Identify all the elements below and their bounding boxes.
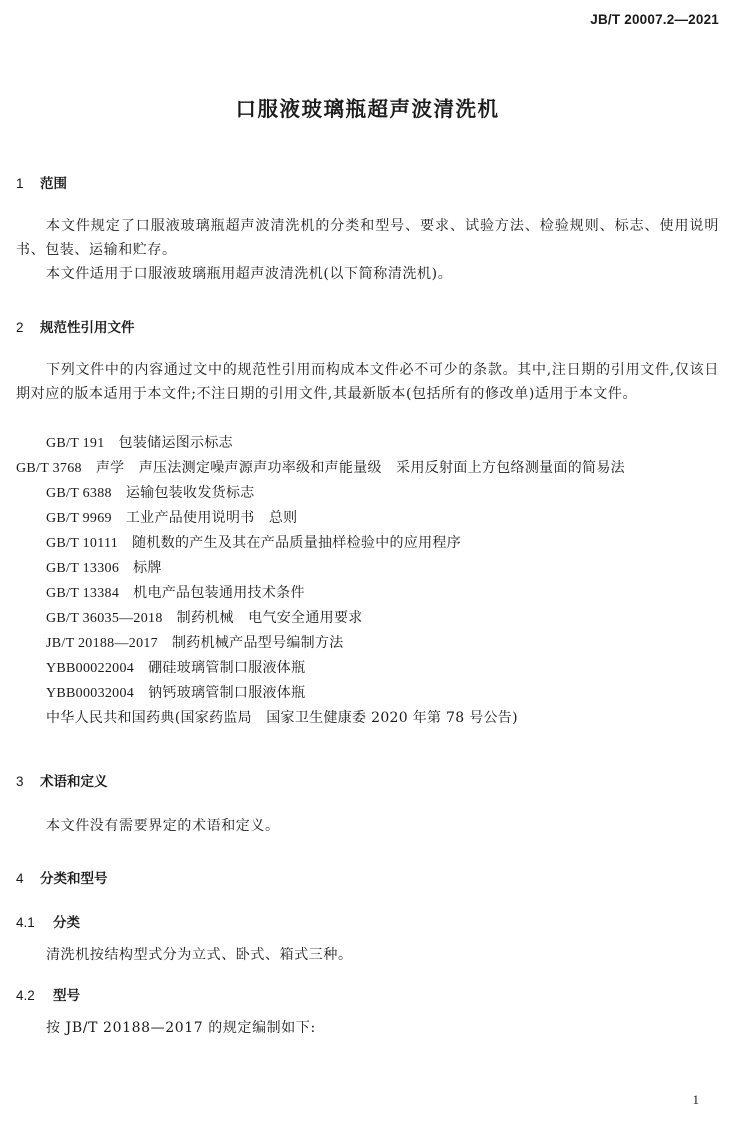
section-3-heading [16,770,108,790]
section-4-2-paragraph-1: 按 JB/T 20188—2017 的规定编制如下: [46,1020,316,1036]
reference-item [46,631,719,656]
reference-code: GB/T 10111 [46,536,119,551]
reference-item [16,456,719,481]
reference-item [46,481,719,506]
section-title: 规范性引用文件 [40,320,135,336]
section-4-heading [16,867,108,887]
document-title: 口服液玻璃瓶超声波清洗机 [235,97,500,121]
reference-title: 中华人民共和国药典(国家药监局 国家卫生健康委 2020 年第 78 号公告) [46,710,518,726]
section-title: 术语和定义 [40,774,108,790]
reference-item [46,606,719,631]
reference-item [46,581,719,606]
section-4-1-paragraph-1: 清洗机按结构型式分为立式、卧式、箱式三种。 [46,947,353,963]
section-title: 型号 [53,988,80,1004]
reference-title: 运输包装收发货标志 [125,485,255,501]
section-number: 3 [16,774,24,789]
reference-title: 机电产品包装通用技术条件 [133,585,305,601]
reference-code: YBB00022004 [46,661,135,676]
reference-code: GB/T 36035—2018 [46,611,163,626]
section-number: 2 [16,320,24,335]
reference-title: 标牌 [133,560,162,576]
reference-item [46,706,719,730]
reference-code: GB/T 9969 [46,511,112,526]
reference-item [46,556,719,581]
section-2-paragraph-1: 下列文件中的内容通过文中的规范性引用而构成本文件必不可少的条款。其中,注日期的引用文件,仅该日期对应的版本适用于本文件;不注日期的引用文件,其最新版本(包括所有的修改单)适用于本文件。 [16,362,719,402]
reference-item [46,506,719,531]
reference-title: 硼硅玻璃管制口服液体瓶 [148,660,306,676]
section-4-2-heading [16,984,80,1004]
section-2-heading [16,316,135,336]
reference-code: GB/T 13384 [46,586,120,601]
section-number: 4 [16,871,24,886]
reference-item [46,431,719,456]
reference-title: 制药机械 电气安全通用要求 [176,610,363,626]
reference-item [46,531,719,556]
reference-item [46,656,719,681]
section-number: 4.1 [16,915,35,930]
standard-code: JB/T 20007.2—2021 [590,12,719,27]
reference-title: 包装储运图示标志 [118,435,233,451]
section-number: 1 [16,176,24,191]
section-3-paragraph-1: 本文件没有需要界定的术语和定义。 [46,818,280,834]
reference-code: GB/T 6388 [46,486,112,501]
section-1-paragraph-2: 本文件适用于口服液玻璃瓶用超声波清洗机(以下简称清洗机)。 [46,266,453,282]
section-4-1-heading [16,911,80,931]
page-number: 1 [692,1092,699,1107]
reference-code: YBB00032004 [46,686,135,701]
section-title: 分类和型号 [40,871,108,887]
reference-title: 钠钙玻璃管制口服液体瓶 [148,685,306,701]
section-1-heading [16,172,67,192]
reference-title: 工业产品使用说明书 总则 [125,510,298,526]
section-title: 分类 [53,915,80,931]
section-number: 4.2 [16,988,35,1003]
section-title: 范围 [40,176,67,192]
section-1-paragraph-1: 本文件规定了口服液玻璃瓶超声波清洗机的分类和型号、要求、试验方法、检验规则、标志、使用说明书、包装、运输和贮存。 [16,218,719,258]
reference-title: 声学 声压法测定噪声源声功率级和声能量级 采用反射面上方包络测量面的简易法 [95,460,625,476]
reference-title: 制药机械产品型号编制方法 [171,635,344,651]
reference-item [46,681,719,706]
reference-code: JB/T 20188—2017 [46,636,158,651]
reference-code: GB/T 191 [46,436,105,451]
reference-code: GB/T 13306 [46,561,120,576]
reference-code: GB/T 3768 [16,461,82,476]
normative-reference-list [16,431,719,730]
reference-title: 随机数的产生及其在产品质量抽样检验中的应用程序 [132,535,462,551]
